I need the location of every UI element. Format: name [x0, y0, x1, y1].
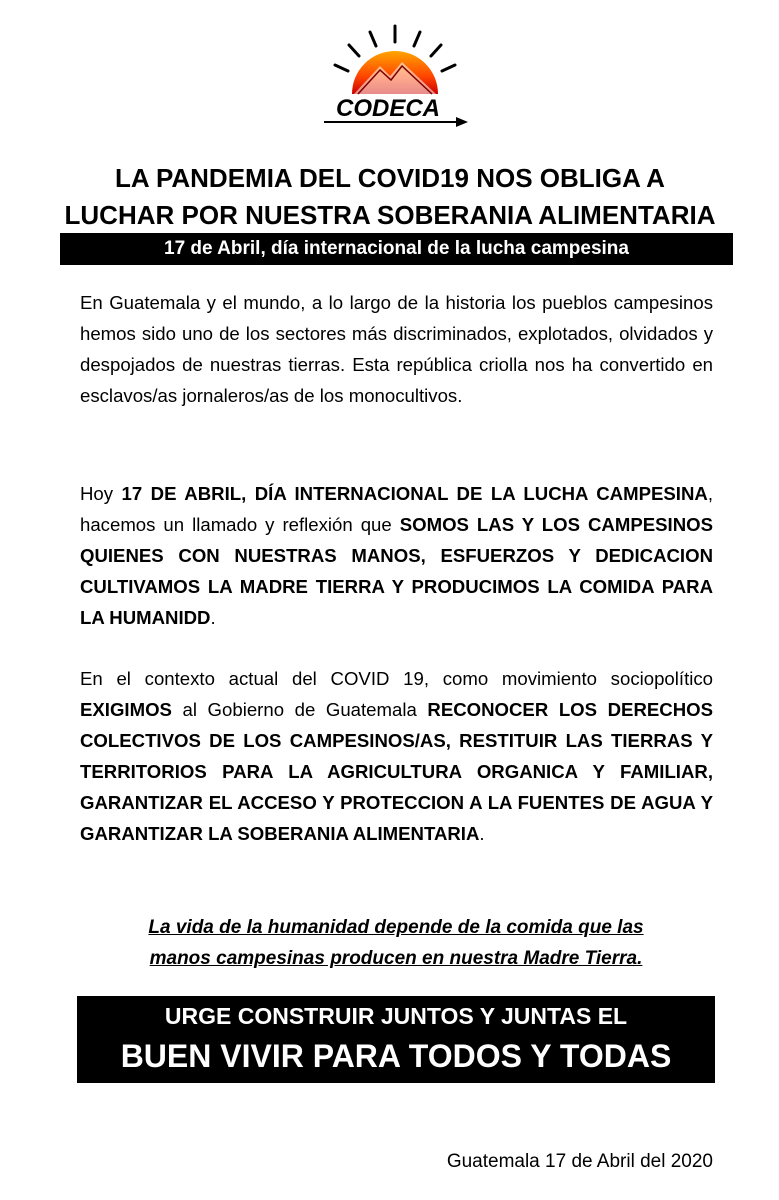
emphasis-line-2: manos campesinas producen en nuestra Madre Tierra.: [149, 948, 643, 969]
paragraph-3-bold-1: EXIGIMOS: [80, 699, 172, 720]
sun-mountain-logo-icon: [318, 22, 472, 130]
headline-line-1: LA PANDEMIA DEL COVID19 NOS OBLIGA A: [115, 163, 665, 193]
paragraph-3-text-3: .: [479, 823, 485, 844]
banner-line-1: URGE CONSTRUIR JUNTOS Y JUNTAS EL: [164, 1003, 628, 1029]
emphasis-line-1: La vida de la humanidad depende de la comida que las: [148, 917, 644, 938]
paragraph-2: [80, 478, 713, 633]
paragraph-3-text-2: al Gobierno de Guatemala: [171, 699, 428, 720]
paragraph-2-text-2: , hacemos un llamado y reflexión que: [80, 483, 713, 535]
subtitle-text: 17 de Abril, día internacional de la lucha campesina: [164, 238, 629, 259]
subtitle-bar: [60, 233, 733, 265]
headline-line-2: LUCHAR POR NUESTRA SOBERANIA ALIMENTARIA: [64, 200, 716, 230]
paragraph-2-bold-2: SOMOS LAS Y LOS CAMPESINOS QUIENES CON NUESTRAS MANOS, ESFUERZOS Y DEDICACION CULTIVAMOS LA MADRE TIERRA Y PRODUCIMOS LA COMIDA PARA LA HUMANIDD: [80, 514, 713, 628]
emphasis-quote: [70, 912, 722, 974]
paragraph-1-text: En Guatemala y el mundo, a lo largo de la historia los pueblos campesinos hemos sido uno de los sectores más discriminados, explotados, olvidados y despojados de nuestras tierras. Esta república criolla nos ha convertido en esclavos/as jornaleros/as de los monocultivos.: [80, 292, 713, 406]
codeca-logo: [318, 22, 472, 130]
paragraph-2-text-3: .: [210, 607, 216, 628]
paragraph-2-text-1: Hoy: [80, 483, 122, 504]
headline: [40, 160, 740, 234]
paragraph-3-bold-2: RECONOCER LOS DERECHOS COLECTIVOS DE LOS CAMPESINOS/AS, RESTITUIR LAS TIERRAS Y TERRITORIOS PARA LA AGRICULTURA ORGANICA Y FAMILIAR, GARANTIZAR EL ACCESO Y PROTECCION A LA FUENTES DE AGUA Y GARANTIZAR LA SOBERANIA ALIMENTARIA: [80, 699, 713, 844]
paragraph-3: [80, 663, 713, 849]
logo-text: CODECA: [335, 95, 441, 122]
banner-line-2: BUEN VIVIR PARA TODOS Y TODAS: [120, 1038, 672, 1074]
paragraph-1: [80, 287, 713, 411]
paragraph-3-text-1: En el contexto actual del COVID 19, como movimiento sociopolítico: [80, 668, 713, 689]
call-to-action-banner: [77, 996, 715, 1083]
footer-date: Guatemala 17 de Abril del 2020: [446, 1151, 713, 1172]
paragraph-2-bold-1: 17 DE ABRIL, DÍA INTERNACIONAL DE LA LUCHA CAMPESINA: [121, 483, 708, 504]
